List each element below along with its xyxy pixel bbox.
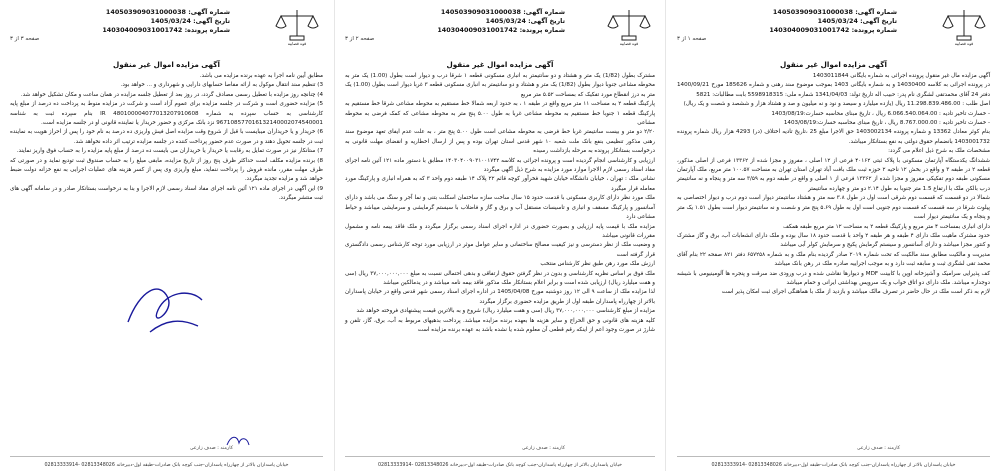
footer-divider: [677, 456, 990, 457]
body-line: مشخصات ملک به شرح ذیل اعلام می گردد:: [888, 148, 990, 155]
judiciary-emblem-icon: [938, 6, 990, 46]
announcement-number: شماره آگهی: 140503909031000038: [105, 8, 230, 16]
page-number: صفحه ۱ از ۳: [677, 36, 707, 42]
svg-text:قوه قضاییه: قوه قضاییه: [287, 41, 307, 46]
body-line: مطابق آیین نامه اجرا به عهده برنده مزایده می باشد.: [199, 73, 323, 79]
body-line: لازم به ذکر است ملک در حال حاضر در تصرف مالک میباشد و بازدید از ملک با هماهنگی اجرای ثبت امکان پذیر است: [721, 289, 990, 296]
body-line: 4) چنانچه روز مزایده با تعطیل رسمی مصادف گردد، در روز بعد از تعطیل جلسه مزایده در همان ساعت و مکان تشکیل خواهد شد.: [20, 91, 323, 98]
body-line: - خسارت تاخیر تادیه : 8.767.000.00 ریال ، تاریخ مبنای محاسبه خسارت:1403/08/19: [783, 120, 990, 127]
body-line: ملک فوق بر اساس نظریه کارشناسی و بدون در نظر گرفتن حقوق ارتفاقی و بدهی احتمالی نسبت به مبلغ ۳۷,۰۰۰,۰۰۰,۰۰۰ ریال (سی و هفت میلیارد ریال) ارزیابی شده است و برابر اعلام بستانکار ملک مذکور فاقد بیمه نامه میباشد و در یدمالکین میباشد: [345, 270, 655, 286]
body-line: ششدانگ یکدستگاه آپارتمان مسکونی با پلاک ثبتی ۴۰۱۶۲ فرعی از ۱۲ اصلی ، مفروز و مجزا شده از ۱۳۳۶۲ فرعی از اصلی مذکور، قطعه ۲ در طبقه ۳ و واقع در بخش ۱۲ ناحیه ۲ حوزه ثبت ملک بافت آباد تهران استان تهران به مساحت ۱۰۰.۵۷ متر مربع، ملک آپارتمان مسکونی طبقه دوم تفکیکی مفروز و مجزا شده از ۱۳۳۶۲ فرعی از ۱ اصلی و واقع در طبقه دوم به ۳/۵۹ سه متر و پنجاه و نه سانتیمتر درب بالکن ملک با ارتفاع 1.5 متر جنوبا به طول ۲.۱۴ دو متر و چهارده سانتیمتر: [677, 157, 991, 192]
announcement-date: تاریخ آگهی: 1405/03/24: [150, 17, 230, 25]
svg-text:قوه قضاییه: قوه قضاییه: [954, 41, 974, 46]
body-line: کف پذیرایی سرامیک و آشپزخانه اوپن با کابینت MDF و دیوارها نقاشی شده و درب ورودی ضد سرقت و پنجره ها آلومینیومی با شیشه دوجداره میباشد. ملک دارای دو اتاق خواب و یک سرویس بهداشتی ایرانی و حمام میباشد: [677, 270, 990, 286]
body-line: 9) این آگهی در اجرای ماده ۱۲۱ آئین نامه اجرای مفاد اسناد رسمی لازم الاجرا و بنا به درخواست بستانکار صادر و در سامانه آگهی های ثبت منتشر میگردد.: [10, 185, 324, 202]
announcement-meta: [395, 8, 565, 35]
signature-icon: [120, 270, 210, 340]
file-number: شماره پرونده: 140304009031001742: [437, 26, 565, 34]
announcement-body: [10, 72, 323, 204]
body-line: حدود مشترک ماهیت ملک دارای ۴ طبقه و هر طبقه ۲ واحد با قدمت حدود ۱۸ سال بوده و ملک دارای انشعابات آب، برق و گاز مشترک و کنتور مجزا میباشد و دارای آسانسور و سیستم گرمایش پکیج و سرمایش کولر آبی میباشد: [677, 232, 990, 249]
body-line: اصل طلب : 11.298.839.486.00 ریال (یازده میلیارد و سیصد و نود و نه میلیون و صد و هشتاد هزار و ششصد و شصت و یک ریال): [683, 101, 990, 108]
announcement-body: [677, 72, 990, 298]
announcement-date: تاریخ آگهی: 1405/03/24: [817, 17, 897, 25]
body-line: 3) تنظیم سند انتقال موکول به ارائه مفاصا حسابهای دارایی و شهرداری و ... خواهد بود.: [120, 82, 323, 89]
announcement-meta: [727, 8, 897, 35]
announcement-meta: [60, 8, 230, 35]
announcement-body: [345, 72, 655, 335]
body-line: مزایده ملک با قیمت پایه ارزیابی و بصورت حضوری در اداره اجرای اسناد رسمی برگزار میگردد و ملک فاقد بیمه نامه و مشمول مقررات قانونی میباشد: [345, 223, 655, 239]
body-line: ارزش ملک مورد رهن طبق نظر کارشناس منتخب: [540, 261, 655, 268]
body-line: آگهی مزایده مال غیر منقول پرونده اجرائی به شماره بایگانی 1403011844: [812, 73, 990, 79]
page-footer: خیابان پاسداران بالاتر از چهارراه پاسداران-جنب کوچه بانک صادرات-طبقه اول-دبیرخانه 02813348026 -02813333914: [378, 463, 622, 468]
page-number: صفحه ۲ از ۳: [345, 36, 375, 42]
body-line: دارای انباری بمساحت ۴ متر مربع و پارکینگ قطعه ۲ به مساحت ۱۲ متر مربع طبقه همکف: [783, 223, 990, 230]
signer-label: کارمند : صدف زارعی: [856, 446, 900, 451]
body-line: در پرونده اجرائی به کلاسه 14030400 و به شماره بایگانی 1403 بموجب موضوع سند رهنی و شماره 185626 مورخ 1400/09/21 دفتر 24 آقای محمدتقی لشگری نام پدر: حبیب اله تاریخ تولد: 1341/04/03 شماره ملی: 5598918315 بابت مطالبات: 5821: [677, 82, 990, 98]
announcement-page-2: [334, 0, 666, 471]
announcement-page-3: [0, 0, 333, 471]
footer-divider: [345, 456, 655, 457]
announcement-page-1: [667, 0, 1000, 471]
announcement-number: شماره آگهی: 140503909031000038: [440, 8, 565, 16]
body-line: 8) برنده مزایده مکلف است حداکثر ظرف پنج روز از تاریخ مزایده، مابقی مبلغ را به حساب صندوق ثبت تودیع نماید و در صورتی که ظرف مهلت مقرر، مانده فروش را پرداخت ننماید، مبلغ واریزی وی پس از کسر هزینه های عملیات اجرایی به نفع خزانه دولت ضبط خواهد شد و مزایده تجدید میگردد.: [10, 157, 323, 183]
page-number: صفحه ۳ از ۳: [10, 36, 40, 42]
announcement-date: تاریخ آگهی: 1405/03/24: [485, 17, 565, 25]
judiciary-emblem-icon: [271, 6, 323, 46]
file-number: شماره پرونده: 140304009031001742: [769, 26, 897, 34]
body-line: کلیه هزینه های قانونی و حق الحراج و سایر هزینه ها بعهده برنده مزایده میباشد. پرداخت بدهیهای مربوط به آب، برق، گاز، تلفن و شارژ در صورت وجود اعم از اینکه رقم قطعی آن معلوم شده یا نشده باشد به عهده برنده مزایده است: [345, 317, 655, 333]
body-line: نشانی ملک : تهران ، خیابان دانشگاه خیابان شهید فخرآور کوچه قائم ۲۲ پلاک ۱۴ طبقه دوم واحد ۳ که به همراه انباری و پارکینگ مورد معامله قرار میگیرد: [345, 176, 655, 192]
body-line: 5) مزایده حضوری است و شرکت در جلسه مزایده برای عموم آزاد است و شرکت در مزایده منوط به پرداخت ده درصد از مبلغ پایه کارشناسی به حساب سپرده به شماره IR 480100004077013207910608 بنام سپرده ثبت به شناسه 967108577016132140002074540001 نزد بانک مرکزی و حضور خریدار یا نماینده قانونی او در جلسه مزایده است.: [10, 101, 323, 127]
body-line: ۲/۲۰ دو متر و بیست سانتیمتر غربا خط فرضی به محوطه مشاعی است طول ۵.۰۰ پنج متر ، به علت عدم ایفای تعهد موضوع سند رهنی مذکور تنظیمی بنفع بانک ملت شعبه ۱۰ شهر قدس استان تهران بوده و پس از ارسال اخطاریه و انقضای مهلت قانونی به درخواست بستانکار پرونده به مرحله بازداشت رسیده: [345, 129, 656, 155]
footer-divider: [10, 456, 323, 457]
page-footer: خیابان پاسداران بالاتر از چهارراه پاسداران-جنب کوچه بانک صادرات-طبقه اول-دبیرخانه 02813348026 -02813333914: [711, 463, 956, 468]
page-title: آگهی مزایده اموال غیر منقول: [113, 60, 220, 69]
body-line: لذا مزایده ملک از ساعت ۹ الی ۱۲ روز دوشنبه مورخ 1405/04/08 در اداره اجرای اسناد رسمی شهر قدس واقع در خیابان پاسداران بالاتر از چهارراه پاسداران طبقه اول از طریق مزایده حضوری برگزار میگردد: [345, 289, 655, 305]
page-header: [0, 6, 333, 50]
judiciary-emblem-icon: [603, 6, 655, 46]
body-line: - خسارت تاخیر تادیه : 6.066.540.064.00 ریال ، تاریخ مبنای محاسبه خسارت:1403/08/19: [771, 110, 990, 117]
body-line: و وضعیت ملک از نظر دسترسی و نیز کیفیت مصالح ساختمانی و سایر عوامل موثر در ارزیابی مورد توجه کارشناس رسمی دادگستری قرار گرفته است: [345, 242, 655, 258]
page-header: [667, 6, 1000, 50]
body-line: مزایده از مبلغ کارشناسی ۳۷,۰۰۰,۰۰۰,۰۰۰ ریال (سی و هفت میلیارد ریال) شروع و به بالاترین قیمت پیشنهادی فروخته خواهد شد: [356, 308, 655, 315]
page-title: آگهی مزایده اموال غیر منقول: [446, 60, 554, 69]
signer-label: کارمند : صدف زارعی: [521, 446, 565, 451]
announcement-number: شماره آگهی: 140503909031000038: [772, 8, 897, 16]
body-line: ملک مورد نظر دارای کاربری مسکونی با قدمت حدود ۱۵ سال ساخت سازه ساختمان اسکلت بتنی و نما آجر و سنگ می باشد و دارای آسانسور و پارکینگ مسقف و انباری و تاسیسات مستقل آب و برق و گاز و فاضلاب با سیستم گرمایشی و سرمایشی میباشد و حیاط مشاعی دارد: [345, 195, 655, 221]
svg-text:قوه قضاییه: قوه قضاییه: [619, 41, 639, 46]
body-line: شمالا در دو قسمت که قسمت دوم شرقی است اول در طول ۳.۸ سه متر و هشتاد سانتیمتر دیوار است دوم درب و دیوار اختصاصی به پیلوت شرقا در سه قسمت که قسمت دوم جنوبی است اول به طول ۵.۶۹ پنج متر و شصت و نه سانتیمتر دیوار است بطول ۱.۵۱ یک متر و پنجاه و یک سانتیمتر دیوار است: [677, 195, 990, 221]
body-line: 7) ستانکار نیز در صورت تمایل به رقابت یا خریدار یا خریداران می بایست ده درصد از مبلغ پایه مزایده را به حساب فوق واریز نمایند.: [16, 148, 323, 155]
body-line: ارزیابی و کارشناسی انجام گردیده است و پرونده اجرائی به کلاسه ۱۴۰۳۰۴۰۰۹۰۳۱۰۰۱۷۴۲ مطابق با دستور ماده ۱۲۱ آئین نامه اجرای مفاد اسناد رسمی لازم الاجرا موارد مورد مزایده به شرح ذیل آگهی میگردد: [345, 157, 655, 174]
body-line: مشترک بطول (1/82) یک متر و هشتاد و دو سانتیمتر به انباری مسکونی قطعه ۱ شرقا درب و دیوار است بطول (1.00) یک متر به محوطه مشاعی جنوبا دیوار بطول (1/82) یک متر و هشتاد و دو سانتیمتر به انباری مسکونی قطعه ۳ غربا دیوار است بطول (1.00) یک متر به درز انقطاع مورد تفکیک که بمساحت ۵.۵۲ متر مربع: [345, 73, 655, 98]
body-line: 6) خریدار و یا خریداران میبایست با قبل از شروع وقت مزایده اصل فیش واریزی ده درصد به نام خود را پس از احراز هویت به نماینده ثبت در جلسه تحویل دهند و در صورت عدم حضور پرداخت کننده در جلسه مزایده ترتیب اثر داده نخواهد شد.: [10, 129, 323, 145]
page-footer: خیابان پاسداران بالاتر از چهارراه پاسداران-جنب کوچه بانک صادرات-طبقه اول-دبیرخانه 02813348026 -02813333914: [44, 463, 289, 468]
file-number: شماره پرونده: 140304009031001742: [102, 26, 230, 34]
page-title: آگهی مزایده اموال غیر منقول: [780, 60, 887, 69]
signer-label: کارمند : صدف زارعی: [189, 446, 233, 451]
body-line: مدیریت و مالکیت مطابق سند مالکیت که تحت شماره ۲۰۱۹ صادر گردیده بنام ملک و به شماره ۶۵۷۲۵۸ دفتر ۸۲۱ صفحه ۲۲ بنام آقای محمد تقی لشگری ثبت و سابقه ثبت دارد و به موجب اجراییه صادره ملک در رهن بانک میباشد: [677, 251, 990, 268]
body-line: بنام کوثر معادل 13362 و شماره پرونده 1403002134 حق الاجرا مبلغ 25 ،تاریخ تادیه اختلاف (در) 4293 هزار ریال شماره پرونده 1403001732 بانضمام حقوق دولتی به نفع بستانکار میباشد.: [677, 129, 990, 145]
body-line: پارکینگ قطعه ۲ به مساحت ۱۱ متر مربع واقع در طبقه ۱ ، به حدود اربعه شمالا خط مستقیم به محوطه مشاعی شرقا خط مستقیم به پارکینگ قطعه ۱ جنوبا خط مستقیم به محوطه مشاعی غربا به طول ۵.۰۰ پنج متر به محوطه مشاعی که کمک فرضی به محوطه مشاعی: [345, 101, 656, 127]
page-header: [335, 6, 665, 50]
